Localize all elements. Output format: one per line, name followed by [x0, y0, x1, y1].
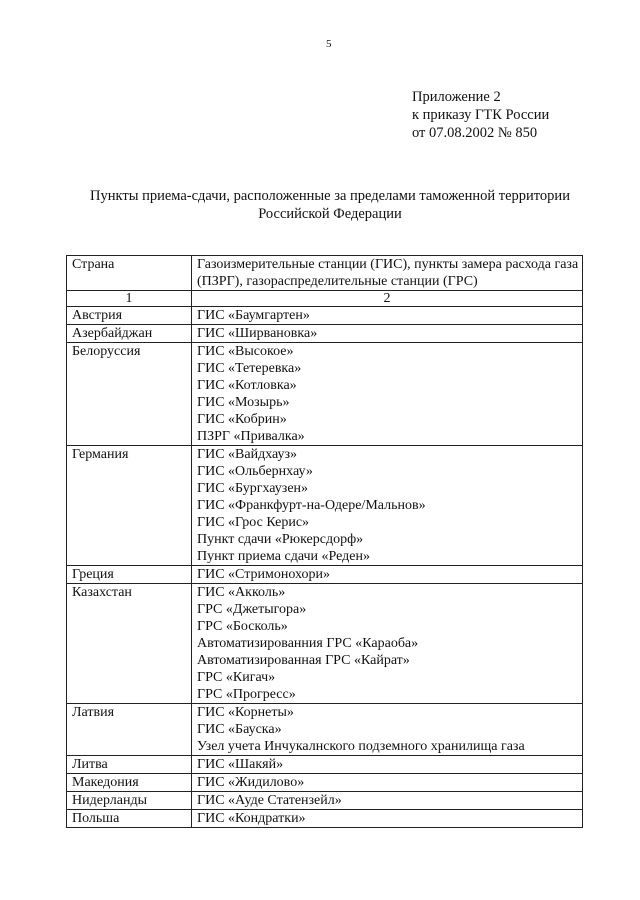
station-entry: ГИС «Жидилово» — [197, 775, 305, 790]
station-entry: ГРС «Босколь» — [197, 619, 288, 634]
station-entry: ГРС «Кигач» — [197, 670, 276, 685]
country-cell: Казахстан — [67, 584, 192, 704]
table-row — [67, 792, 583, 810]
stations-cell — [192, 325, 583, 343]
column-number-1: 1 — [67, 291, 192, 307]
station-entry: Автоматизированная ГРС «Кайрат» — [197, 653, 410, 668]
table-row — [67, 343, 583, 446]
station-entry: ГИС «Корнеты» — [197, 705, 294, 720]
station-entry: ГИС «Ольбернхау» — [197, 464, 313, 479]
header-country: Страна — [67, 256, 192, 291]
document-title — [60, 187, 600, 223]
country-cell: Македония — [67, 774, 192, 792]
table-row — [67, 704, 583, 756]
station-entry: ГИС «Грос Керис» — [197, 515, 310, 530]
appendix-reference — [412, 88, 549, 142]
appendix-line-1: Приложение 2 — [412, 89, 501, 105]
station-entry: ГИС «Ширвановка» — [197, 326, 318, 341]
station-entry: Автоматизированния ГРС «Караоба» — [197, 636, 419, 651]
column-number-2: 2 — [192, 291, 583, 307]
station-entry: ГИС «Акколь» — [197, 585, 286, 600]
station-entry: Пункт сдачи «Рюкерсдорф» — [197, 532, 364, 547]
station-entry: ГИС «Шакяй» — [197, 757, 284, 772]
station-entry: ГИС «Котловка» — [197, 378, 297, 393]
stations-cell — [192, 792, 583, 810]
title-line-2: Российской Федерации — [258, 206, 402, 222]
table-row — [67, 756, 583, 774]
table-row — [67, 810, 583, 828]
stations-cell — [192, 810, 583, 828]
column-number-row — [67, 291, 583, 307]
station-entry: ГРС «Джетыгора» — [197, 602, 307, 617]
stations-cell — [192, 756, 583, 774]
station-entry: ГИС «Высокое» — [197, 344, 294, 359]
stations-table — [66, 255, 583, 828]
station-entry: ГИС «Тетеревка» — [197, 361, 302, 376]
page-number: 5 — [326, 38, 332, 50]
country-cell: Литва — [67, 756, 192, 774]
header-stations: Газоизмерительные станции (ГИС), пункты замера расхода газа (ПЗРГ), газораспределительные станции (ГРС) — [192, 256, 583, 291]
country-cell: Польша — [67, 810, 192, 828]
table-row — [67, 584, 583, 704]
table-row — [67, 774, 583, 792]
table-row — [67, 446, 583, 566]
station-entry: ГИС «Вайдхауз» — [197, 447, 298, 462]
country-cell: Германия — [67, 446, 192, 566]
stations-cell — [192, 343, 583, 446]
table-row — [67, 307, 583, 325]
country-cell: Австрия — [67, 307, 192, 325]
station-entry: ГИС «Кондратки» — [197, 811, 306, 826]
table-row — [67, 566, 583, 584]
table-row — [67, 325, 583, 343]
station-entry: ГИС «Бауска» — [197, 722, 282, 737]
header-row — [67, 256, 583, 291]
station-entry: ПЗРГ «Привалка» — [197, 429, 305, 444]
country-cell: Латвия — [67, 704, 192, 756]
stations-cell — [192, 446, 583, 566]
appendix-line-3: от 07.08.2002 № 850 — [412, 125, 538, 141]
stations-cell — [192, 566, 583, 584]
station-entry: ГИС «Стримонохори» — [197, 567, 330, 582]
station-entry: ГИС «Ауде Статензейл» — [197, 793, 342, 808]
station-entry: Узел учета Инчукалнского подземного хранилища газа — [197, 739, 525, 754]
stations-cell — [192, 584, 583, 704]
stations-cell — [192, 307, 583, 325]
title-line-1: Пункты приема-сдачи, расположенные за пределами таможенной территории — [90, 188, 570, 204]
stations-cell — [192, 774, 583, 792]
station-entry: ГИС «Баумгартен» — [197, 308, 310, 323]
station-entry: ГИС «Мозырь» — [197, 395, 290, 410]
country-cell: Азербайджан — [67, 325, 192, 343]
country-cell: Нидерланды — [67, 792, 192, 810]
country-cell: Белоруссия — [67, 343, 192, 446]
country-cell: Греция — [67, 566, 192, 584]
station-entry: Пункт приема сдачи «Реден» — [197, 549, 370, 564]
station-entry: ГИС «Кобрин» — [197, 412, 287, 427]
stations-cell — [192, 704, 583, 756]
station-entry: ГИС «Франкфурт-на-Одере/Мальнов» — [197, 498, 426, 513]
appendix-line-2: к приказу ГТК России — [412, 107, 550, 123]
station-entry: ГИС «Бургхаузен» — [197, 481, 309, 496]
station-entry: ГРС «Прогресс» — [197, 687, 296, 702]
